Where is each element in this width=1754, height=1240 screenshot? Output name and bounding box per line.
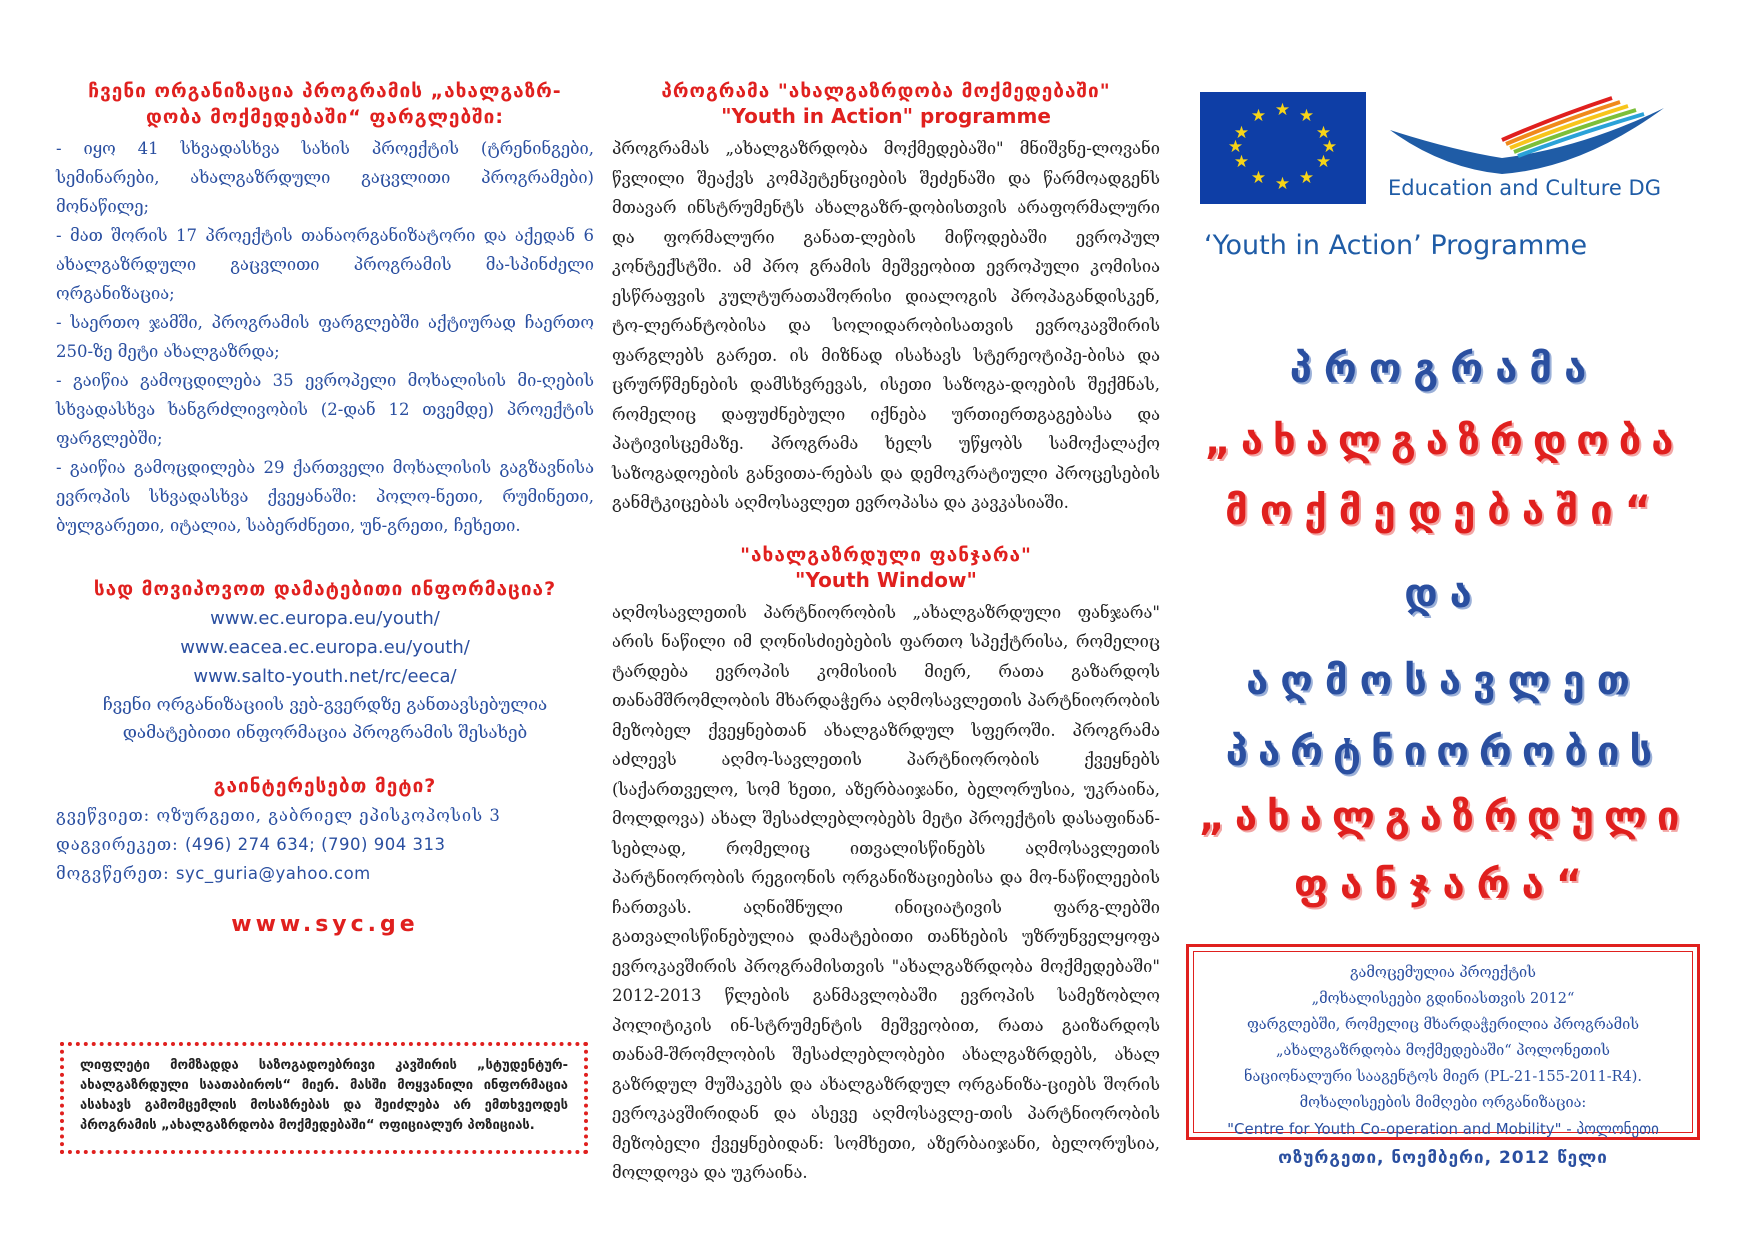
disclaimer-box [60,1042,588,1154]
bullet-item: - იყო 41 სხვადასხვა სახის პროექტის (ტრენინგები, სემინარები, ახალგაზრდული გაცვლითი პროგრამები) მონაწილე; [56,139,594,216]
site-link[interactable]: www.syc.ge [231,912,419,937]
url-link[interactable]: www.ec.europa.eu/youth/ [210,608,440,629]
phone-label: დაგვირეკეთ: [56,835,179,854]
title-line: მოქმედებაში“ [1225,488,1663,534]
programme-heading-en: "Youth in Action" programme [721,104,1051,128]
title-line: „ახალგაზრდული [1198,794,1690,840]
bullet-item: - გაიწია გამოცდილება 29 ქართველი მოხალისის გაგზავნისა ევროპის სხვადასხვა ქვეყანაში: პოლო-ნეთი, რუმინეთი, ბულგარეთი, იტალია, საბერძნეთი, უნ-გრეთი, ჩეხეთი. [56,458,594,535]
dg-label: Education and Culture DG [1388,176,1661,200]
pub-line: გამოცემულია პროექტის [1350,965,1536,981]
info-heading: სად მოვიპოვოთ დამატებითი ინფორმაცია? [93,578,557,600]
disclaimer-text: ლიფლეტი მომზადდა საზოგადოებრივი კავშირის „სტუდენტურ-ახალგაზრდული საათაბიროს“ მიერ. მასში მოყვანილი ინფორმაცია ასახავს გამომცემლის მოსაზრებას და შეიძლება არ ემთხვეოდეს პროგრამის „ახალგაზრდობა მოქმედებაში“ ოფიციალურ პოზიციას. [80,1058,568,1133]
left-panel [56,78,594,937]
pub-line: ფარგლებში, რომელიც მხარდაჭერილია პროგრამის [1246,1017,1640,1033]
phone-line [56,830,594,859]
pub-line: ნაციონალური სააგენტოს მიერ (PL-21-155-2011-R4). [1243,1069,1643,1085]
programme-label: ‘Youth in Action’ Programme [1204,230,1588,261]
title-block [1190,332,1698,920]
bullet-item: - გაიწია გამოცდილება 35 ევროპელი მოხალისის მი-ღების სხვადასხვა ხანგრძლივობის (2-დან 12 თვემდე) პროექტის ფარგლებში; [56,371,594,448]
address-value: ოზურგეთი, გაბრიელ ეპისკოპოსის 3 [156,806,501,825]
interest-heading: გაინტერესებთ მეტი? [213,775,437,797]
title-line: „ახალგაზრდობა [1204,418,1684,464]
pub-line: „ახალგაზრდობა მოქმედებაში“ პოლონეთის [1276,1043,1610,1059]
programme-heading-ka: პროგრამა "ახალგაზრდობა მოქმედებაში" [661,80,1111,102]
email-value[interactable]: syc_guria@yahoo.com [175,864,371,883]
title-line: და [1404,571,1484,617]
address-label: გვეწვიეთ: [56,806,151,825]
phone-value: (496) 274 634; (790) 904 313 [184,835,446,854]
email-line [56,859,594,888]
title-line: პარტნიორობის [1225,729,1663,775]
pub-line: „მოხალისეები გდინიასთვის 2012“ [1311,991,1575,1007]
title-line: აღმოსავლეთ [1246,658,1642,704]
middle-panel [612,78,1160,1188]
window-heading-ka: "ახალგაზრდული ფანჯარა" [740,543,1032,566]
website-note: ჩვენი ორგანიზაციის ვებ-გვერდზე განთავსებულია დამატებითი ინფორმაცია პროგრამის შესახებ [102,695,548,743]
programme-paragraph: პროგრამას „ახალგაზრდობა მოქმედებაში" მნიშვნე-ლოვანი წვლილი შეაქვს კომპეტენციების შეძენაში და წარმოადგენს მთავარ ინსტრუმენტს ახალგაზრ-დობისთვის არაფორმალური და ფორმალური განათ-ლების მიწოდებაში ევროპულ კონტექსტში. ამ პრო გრამის მეშვეობით ევროპული კომისია ესწრაფვის კულტურათაშორისი დიალოგის პროპაგანდისკენ, ტო-ლერანტობისა და სოლიდარობისათვის ევროკავშირის ფარგლებს გარეთ. ის მიზნად ისახავს სტერეოტიპე-ბისა და ცრურწმენების დამსხვრევას, ისეთი საზოგა-დოების შექმნას, რომელიც დაფუძნებული იქნება ურთიერთგაგებასა და პატივისცემაზე. პროგრამა ხელს უწყობს სამოქალაქო საზოგადოების განვითა-რებას და დემოკრატიული პროცესების განმტკიცებას აღმოსავლეთ ევროპასა და კავკასიაში. [612,139,1160,512]
publication-box [1186,944,1700,1140]
pub-line: "Centre for Youth Co-operation and Mobility" - პოლონეთი [1227,1120,1659,1138]
bullet-item: - მათ შორის 17 პროექტის თანაორგანიზატორი და აქედან 6 ახალგაზრდული გაცვლითი პროგრამის მა-სპინძელი ორგანიზაცია; [56,226,594,303]
title-line: ფანჯარა“ [1293,862,1595,908]
address-line [56,801,594,830]
right-panel [1190,84,1698,920]
window-heading-en: "Youth Window" [795,567,977,592]
window-paragraph: აღმოსავლეთის პარტნიორობის „ახალგაზრდული ფანჯარა" არის ნაწილი იმ ღონისძიებების ფართო სპექტრისა, რომელიც ტარდება ევროპის კომისიის მიერ, რათა გაზარდოს თანამშრომლობის მხარდაჭერა აღმოსავლეთის პარტნიორობის მეზობელ ქვეყნებთან ახალგაზრდულ სფეროში. პროგრამა აძლევს აღმო-სავლეთის პარტნიორობის ქვეყნებს (საქართველო, სომ ხეთი, აზერბაიჯანი, ბელორუსია, უკრაინა, მოლდოვა) ახალ შესაძლებლობებს მეტი პროექტის დასაფინან-სებლად, რომელიც ითვალისწინებს აღმოსავლეთის პარტნიორობის რეგიონის ორგანიზაციებისა და მო-ნაწილეების ჩართვას. აღნიშნული ინიციატივის ფარგ-ლებში გათვალისწინებულია დამატებითი თანხების უზრუნველყოფა ევროკავშირის პროგრამისთვის "ახალგაზრდობა მოქმედებაში" 2012-2013 წლების განმავლობაში ევროპის სამეზობლო პოლიტიკის ინ-სტრუმენტის მეშვეობით, რათა გაიზარდოს თანამ-შრომლობის შესაძლებლობები ახალგაზრდებს, ახალ გაზრდულ მუშაკებს და ახალგაზრდულ ორგანიზა-ციებს შორის ევროკავშირიდან და ასევე აღმოსავლე-თის პარტნიორობის მეზობელი ქვეყნებიდან: სომხეთი, აზერბაიჯანი, ბელორუსია, მოლდოვა და უკრაინა. [612,602,1160,1182]
url-link[interactable]: www.salto-youth.net/rc/eeca/ [193,666,457,687]
organization-heading: ჩვენი ორგანიზაცია პროგრამის „ახალგაზრ-დობა მოქმედებაში“ ფარგლებში: [88,80,562,128]
email-label: მოგვწერეთ: [56,864,170,883]
logo-area [1190,84,1698,274]
eu-flag-icon: ★ ★ ★ ★ ★ ★ ★ ★ ★ ★ ★ ★ [1200,92,1366,204]
footer-date: ოზურგეთი, ნოემბერი, 2012 წელი [1278,1148,1608,1168]
pub-line: მოხალისეების მიმღები ორგანიზაცია: [1299,1095,1587,1111]
title-line: პროგრამა [1289,346,1599,392]
bullet-item: - საერთო ჯამში, პროგრამის ფარგლებში აქტიურად ჩაერთო 250-ზე მეტი ახალგაზრდა; [56,313,594,361]
url-link[interactable]: www.eacea.ec.europa.eu/youth/ [180,637,470,658]
